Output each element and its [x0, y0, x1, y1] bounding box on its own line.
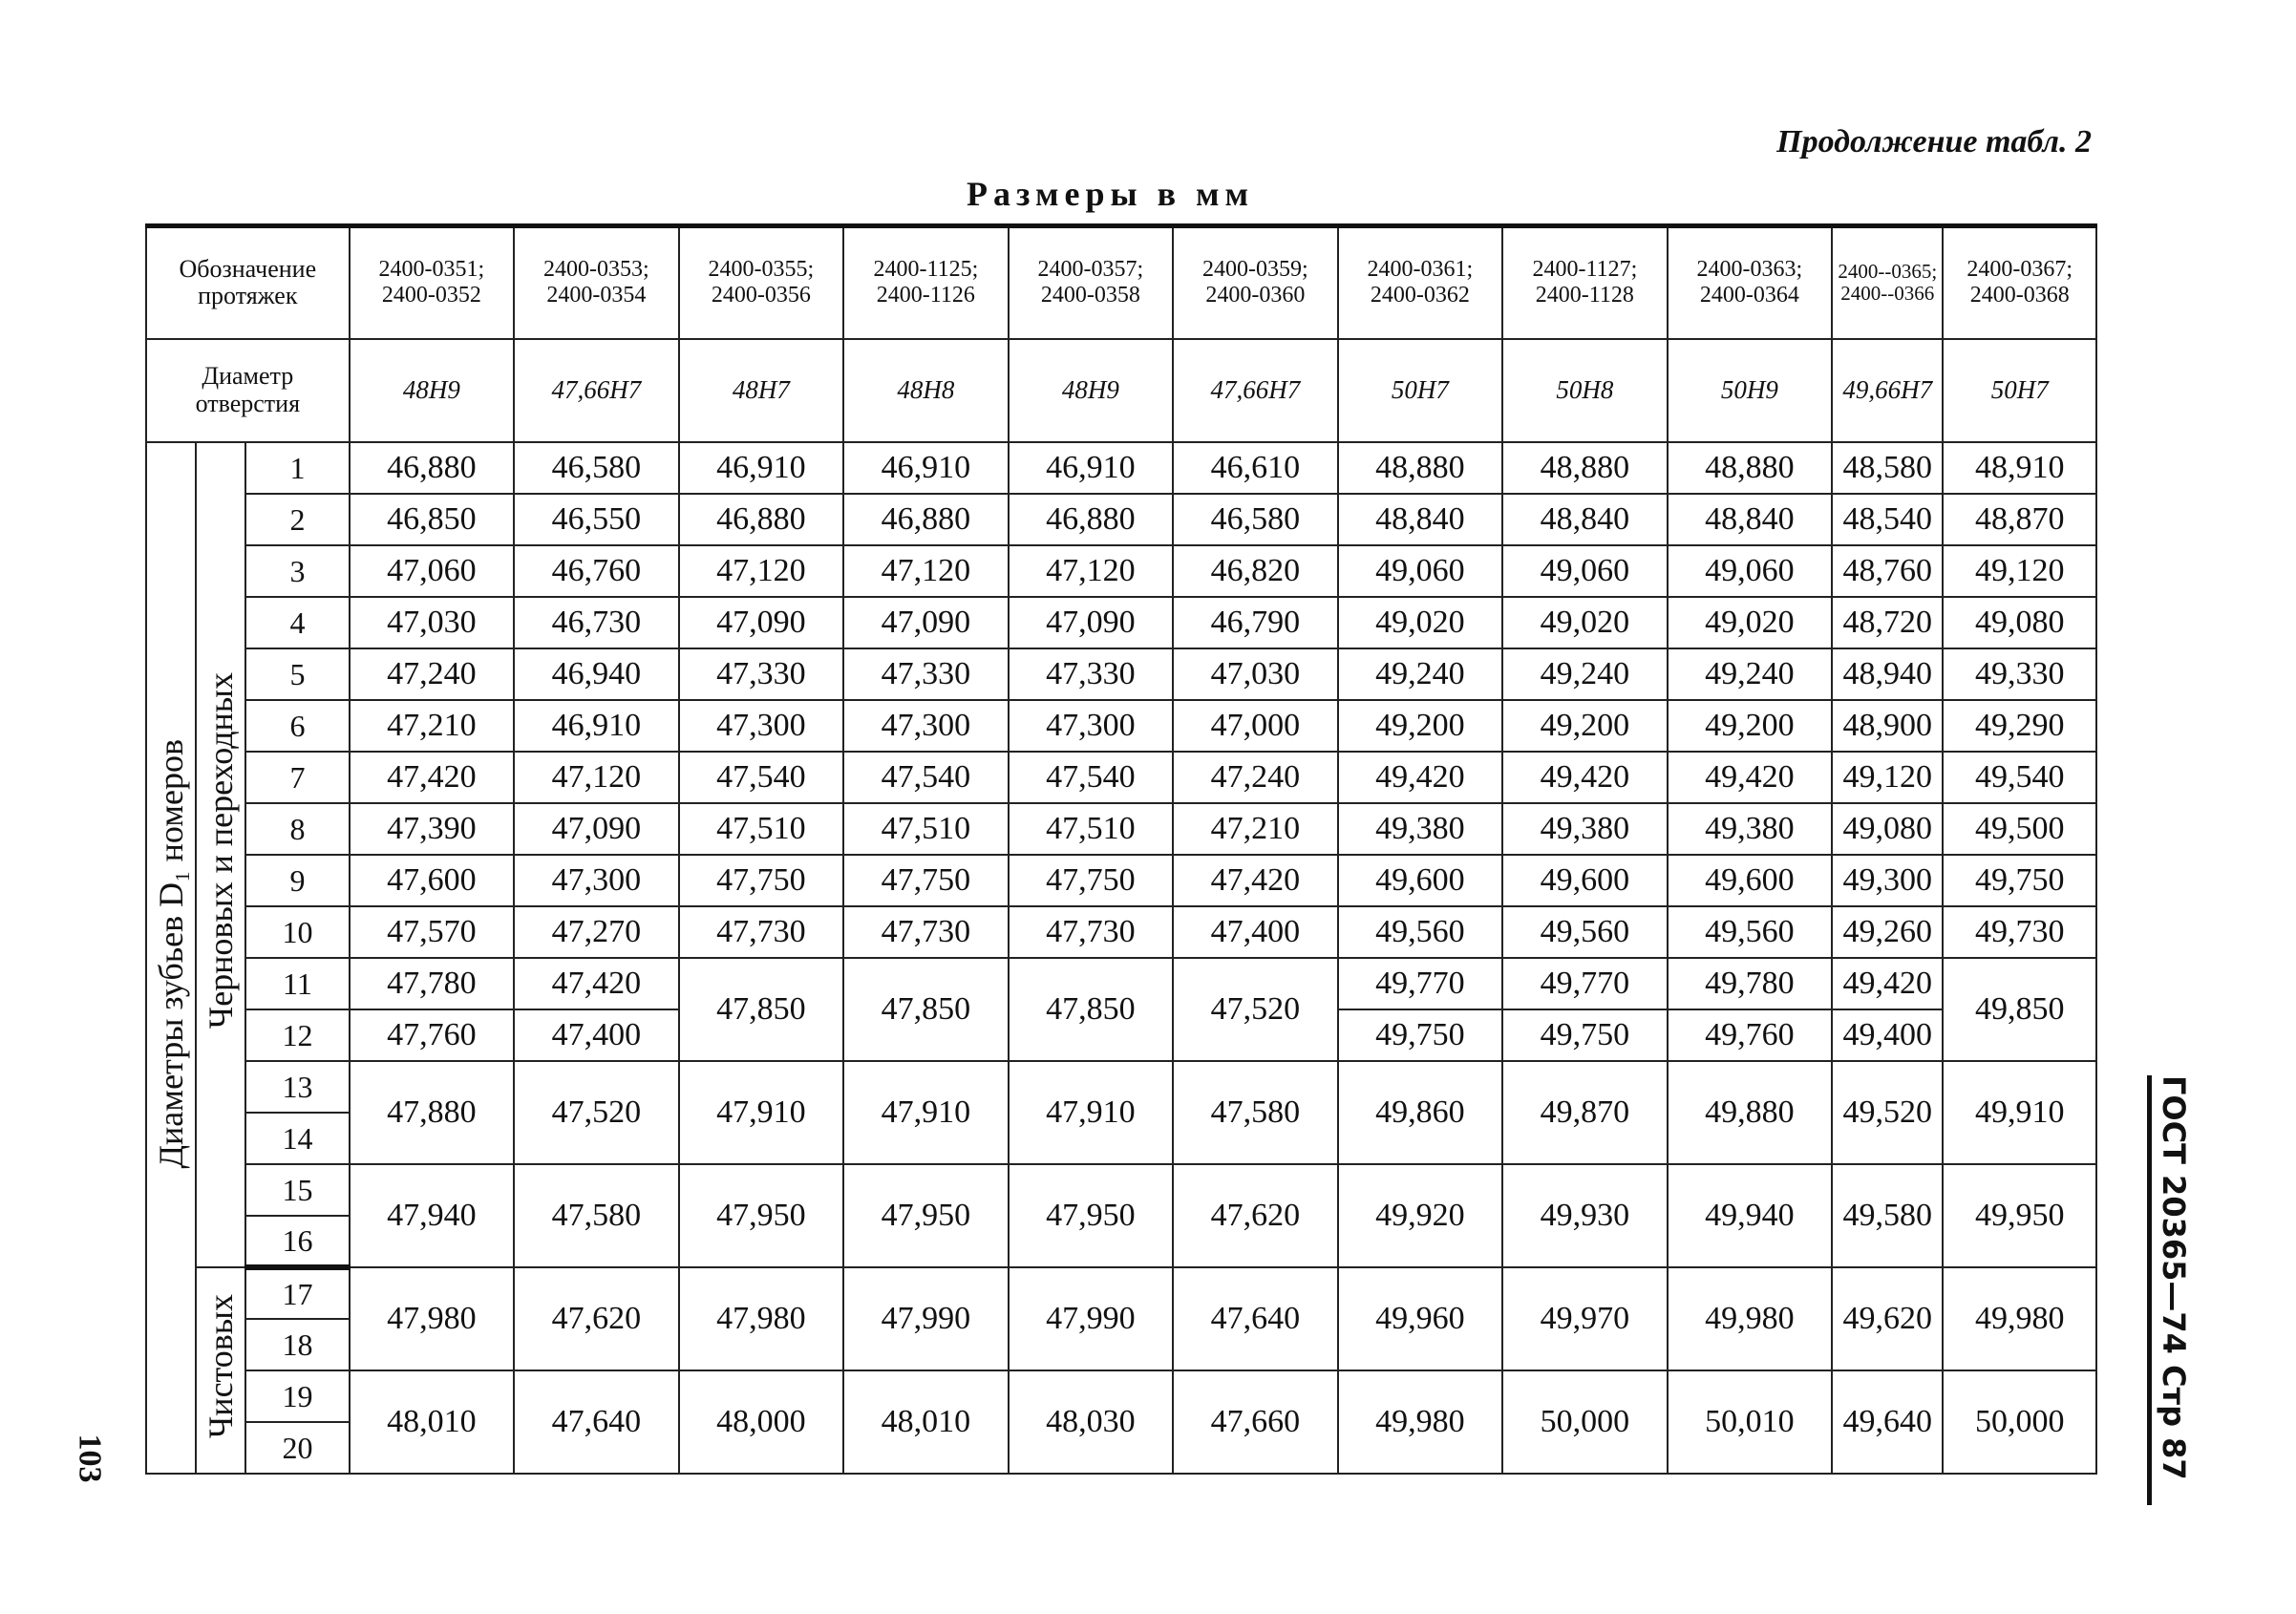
value-cell: 49,620 [1832, 1267, 1943, 1370]
code-cell: 2400-1125; 2400-1126 [843, 226, 1009, 339]
value-cell: 47,090 [679, 597, 844, 648]
value-cell: 48,880 [1338, 442, 1503, 494]
value-cell: 49,940 [1668, 1164, 1833, 1267]
value-cell: 46,850 [350, 494, 515, 545]
value-cell: 47,510 [1009, 803, 1174, 855]
tooth-number: 6 [245, 700, 349, 752]
value-cell: 49,930 [1502, 1164, 1668, 1267]
value-cell: 50,000 [1943, 1370, 2096, 1474]
value-cell: 46,880 [1009, 494, 1174, 545]
value-cell: 49,920 [1338, 1164, 1503, 1267]
value-cell: 47,120 [514, 752, 679, 803]
value-cell: 47,730 [1009, 906, 1174, 958]
value-cell: 49,240 [1338, 648, 1503, 700]
value-cell: 49,330 [1943, 648, 2096, 700]
tooth-number: 14 [245, 1113, 349, 1164]
tooth-number: 16 [245, 1216, 349, 1267]
value-cell: 47,520 [1173, 958, 1338, 1061]
teeth-diameters-label [146, 442, 196, 1474]
header-row [146, 226, 2096, 339]
value-cell: 49,860 [1338, 1061, 1503, 1164]
table-row [146, 906, 2096, 958]
value-cell: 49,780 [1668, 958, 1833, 1009]
value-cell: 48,030 [1009, 1370, 1174, 1474]
value-cell: 46,910 [1009, 442, 1174, 494]
value-cell: 47,510 [679, 803, 844, 855]
value-cell: 49,420 [1338, 752, 1503, 803]
tooth-number: 7 [245, 752, 349, 803]
value-cell: 49,750 [1943, 855, 2096, 906]
value-cell: 49,380 [1668, 803, 1833, 855]
value-cell: 47,400 [514, 1009, 679, 1061]
value-cell: 49,850 [1943, 958, 2096, 1061]
code-cell: 2400-0367; 2400-0368 [1943, 226, 2096, 339]
value-cell: 49,020 [1668, 597, 1833, 648]
value-cell: 48,000 [679, 1370, 844, 1474]
value-cell: 47,880 [350, 1061, 515, 1164]
value-cell: 49,880 [1668, 1061, 1833, 1164]
table-row [146, 752, 2096, 803]
value-cell: 49,520 [1832, 1061, 1943, 1164]
tooth-number: 19 [245, 1370, 349, 1422]
table-row [146, 648, 2096, 700]
value-cell: 47,850 [843, 958, 1009, 1061]
value-cell: 46,790 [1173, 597, 1338, 648]
diameter-cell: 50H8 [1502, 339, 1668, 442]
tooth-number: 10 [245, 906, 349, 958]
value-cell: 49,580 [1832, 1164, 1943, 1267]
value-cell: 49,760 [1668, 1009, 1833, 1061]
value-cell: 47,730 [679, 906, 844, 958]
value-cell: 47,660 [1173, 1370, 1338, 1474]
value-cell: 48,540 [1832, 494, 1943, 545]
value-cell: 49,600 [1668, 855, 1833, 906]
table-row [146, 1061, 2096, 1113]
finish-teeth-label [196, 1267, 245, 1474]
value-cell: 49,560 [1668, 906, 1833, 958]
rough-teeth-label [196, 442, 245, 1267]
value-cell: 46,910 [514, 700, 679, 752]
value-cell: 49,200 [1502, 700, 1668, 752]
value-cell: 49,500 [1943, 803, 2096, 855]
finish-teeth-label-text: Чистовых [202, 1294, 241, 1439]
value-cell: 49,420 [1502, 752, 1668, 803]
value-cell: 47,090 [843, 597, 1009, 648]
value-cell: 47,330 [843, 648, 1009, 700]
code-cell: 2400-0357; 2400-0358 [1009, 226, 1174, 339]
code-cell: 2400-0355; 2400-0356 [679, 226, 844, 339]
table-row [146, 597, 2096, 648]
value-cell: 49,770 [1502, 958, 1668, 1009]
value-cell: 49,980 [1943, 1267, 2096, 1370]
value-cell: 49,300 [1832, 855, 1943, 906]
value-cell: 46,760 [514, 545, 679, 597]
value-cell: 47,540 [679, 752, 844, 803]
value-cell: 47,300 [514, 855, 679, 906]
tooth-number: 18 [245, 1319, 349, 1370]
value-cell: 46,550 [514, 494, 679, 545]
value-cell: 49,420 [1668, 752, 1833, 803]
value-cell: 46,940 [514, 648, 679, 700]
table-row [146, 700, 2096, 752]
value-cell: 47,240 [350, 648, 515, 700]
tooth-number: 15 [245, 1164, 349, 1216]
value-cell: 49,750 [1502, 1009, 1668, 1061]
tooth-number: 11 [245, 958, 349, 1009]
diameter-cell: 47,66H7 [1173, 339, 1338, 442]
page-number: 103 [72, 1433, 108, 1483]
tooth-number: 12 [245, 1009, 349, 1061]
header-label: Обозначение протяжек [146, 226, 350, 339]
value-cell: 49,080 [1943, 597, 2096, 648]
code-cell: 2400-0363; 2400-0364 [1668, 226, 1833, 339]
value-cell: 48,840 [1502, 494, 1668, 545]
value-cell: 47,730 [843, 906, 1009, 958]
diameter-cell: 50H9 [1668, 339, 1833, 442]
value-cell: 49,020 [1338, 597, 1503, 648]
value-cell: 46,910 [679, 442, 844, 494]
value-cell: 47,300 [1009, 700, 1174, 752]
value-cell: 46,880 [843, 494, 1009, 545]
value-cell: 49,120 [1943, 545, 2096, 597]
value-cell: 49,380 [1338, 803, 1503, 855]
tooth-number: 1 [245, 442, 349, 494]
value-cell: 49,080 [1832, 803, 1943, 855]
value-cell: 47,850 [679, 958, 844, 1061]
value-cell: 47,420 [514, 958, 679, 1009]
value-cell: 49,060 [1502, 545, 1668, 597]
value-cell: 47,060 [350, 545, 515, 597]
continuation-caption: Продолжение табл. 2 [1776, 124, 2092, 159]
value-cell: 47,090 [514, 803, 679, 855]
diameter-cell: 50H7 [1338, 339, 1503, 442]
value-cell: 47,570 [350, 906, 515, 958]
dimensions-table [145, 223, 2097, 1475]
value-cell: 47,750 [843, 855, 1009, 906]
value-cell: 48,940 [1832, 648, 1943, 700]
value-cell: 49,980 [1338, 1370, 1503, 1474]
value-cell: 47,420 [1173, 855, 1338, 906]
value-cell: 48,580 [1832, 442, 1943, 494]
code-cell: 2400-0361; 2400-0362 [1338, 226, 1503, 339]
value-cell: 47,750 [679, 855, 844, 906]
diameter-cell: 49,66H7 [1832, 339, 1943, 442]
value-cell: 48,010 [350, 1370, 515, 1474]
value-cell: 47,520 [514, 1061, 679, 1164]
value-cell: 49,380 [1502, 803, 1668, 855]
value-cell: 48,900 [1832, 700, 1943, 752]
tooth-number: 3 [245, 545, 349, 597]
value-cell: 47,400 [1173, 906, 1338, 958]
gost-reference-text: ГОСТ 20365—74 Стр 87 [2156, 1075, 2192, 1480]
value-cell: 47,950 [1009, 1164, 1174, 1267]
tooth-number: 13 [245, 1061, 349, 1113]
table-row [146, 1267, 2096, 1319]
value-cell: 47,750 [1009, 855, 1174, 906]
value-cell: 48,840 [1668, 494, 1833, 545]
value-cell: 46,880 [679, 494, 844, 545]
diameter-cell: 48H9 [350, 339, 515, 442]
gost-reference [2147, 1075, 2194, 1505]
value-cell: 47,600 [350, 855, 515, 906]
value-cell: 46,880 [350, 442, 515, 494]
value-cell: 49,910 [1943, 1061, 2096, 1164]
diameter-cell: 48H7 [679, 339, 844, 442]
teeth-diameters-label-text: Диаметры зубьев D₁ номеров [152, 739, 191, 1169]
value-cell: 49,200 [1668, 700, 1833, 752]
value-cell: 47,210 [350, 700, 515, 752]
table-row [146, 855, 2096, 906]
value-cell: 49,600 [1338, 855, 1503, 906]
table-row [146, 1370, 2096, 1422]
value-cell: 47,640 [1173, 1267, 1338, 1370]
value-cell: 49,400 [1832, 1009, 1943, 1061]
value-cell: 47,940 [350, 1164, 515, 1267]
value-cell: 49,260 [1832, 906, 1943, 958]
value-cell: 49,980 [1668, 1267, 1833, 1370]
value-cell: 47,640 [514, 1370, 679, 1474]
value-cell: 50,000 [1502, 1370, 1668, 1474]
value-cell: 46,910 [843, 442, 1009, 494]
table-row [146, 442, 2096, 494]
value-cell: 47,330 [1009, 648, 1174, 700]
code-cell: 2400-0353; 2400-0354 [514, 226, 679, 339]
value-cell: 47,420 [350, 752, 515, 803]
code-cell: 2400-0351; 2400-0352 [350, 226, 515, 339]
table-row [146, 494, 2096, 545]
value-cell: 46,730 [514, 597, 679, 648]
value-cell: 47,000 [1173, 700, 1338, 752]
value-cell: 46,610 [1173, 442, 1338, 494]
value-cell: 49,770 [1338, 958, 1503, 1009]
value-cell: 47,090 [1009, 597, 1174, 648]
table-row [146, 545, 2096, 597]
value-cell: 49,420 [1832, 958, 1943, 1009]
value-cell: 49,750 [1338, 1009, 1503, 1061]
code-cell: 2400-1127; 2400-1128 [1502, 226, 1668, 339]
value-cell: 49,970 [1502, 1267, 1668, 1370]
value-cell: 49,240 [1668, 648, 1833, 700]
value-cell: 49,870 [1502, 1061, 1668, 1164]
value-cell: 48,880 [1502, 442, 1668, 494]
value-cell: 47,990 [843, 1267, 1009, 1370]
value-cell: 47,540 [843, 752, 1009, 803]
value-cell: 46,820 [1173, 545, 1338, 597]
value-cell: 47,540 [1009, 752, 1174, 803]
value-cell: 47,780 [350, 958, 515, 1009]
value-cell: 49,120 [1832, 752, 1943, 803]
value-cell: 47,910 [679, 1061, 844, 1164]
diameter-row [146, 339, 2096, 442]
value-cell: 47,240 [1173, 752, 1338, 803]
value-cell: 48,880 [1668, 442, 1833, 494]
value-cell: 47,950 [843, 1164, 1009, 1267]
table-row [146, 1164, 2096, 1216]
rough-teeth-label-text: Черновых и переходных [202, 672, 241, 1030]
units-caption: Размеры в мм [967, 175, 1255, 213]
tooth-number: 2 [245, 494, 349, 545]
value-cell: 49,540 [1943, 752, 2096, 803]
tooth-number: 5 [245, 648, 349, 700]
diameter-cell: 48H9 [1009, 339, 1174, 442]
value-cell: 49,560 [1338, 906, 1503, 958]
value-cell: 47,910 [843, 1061, 1009, 1164]
value-cell: 49,560 [1502, 906, 1668, 958]
value-cell: 48,910 [1943, 442, 2096, 494]
value-cell: 47,510 [843, 803, 1009, 855]
value-cell: 49,240 [1502, 648, 1668, 700]
value-cell: 47,390 [350, 803, 515, 855]
value-cell: 47,300 [843, 700, 1009, 752]
value-cell: 47,120 [679, 545, 844, 597]
value-cell: 46,580 [514, 442, 679, 494]
table-row [146, 803, 2096, 855]
value-cell: 47,910 [1009, 1061, 1174, 1164]
value-cell: 49,600 [1502, 855, 1668, 906]
tooth-number: 8 [245, 803, 349, 855]
value-cell: 47,120 [1009, 545, 1174, 597]
value-cell: 47,950 [679, 1164, 844, 1267]
value-cell: 47,330 [679, 648, 844, 700]
value-cell: 48,870 [1943, 494, 2096, 545]
value-cell: 49,290 [1943, 700, 2096, 752]
value-cell: 47,850 [1009, 958, 1174, 1061]
tooth-number: 20 [245, 1422, 349, 1474]
value-cell: 47,030 [350, 597, 515, 648]
value-cell: 47,580 [514, 1164, 679, 1267]
tooth-number: 4 [245, 597, 349, 648]
value-cell: 49,960 [1338, 1267, 1503, 1370]
value-cell: 47,580 [1173, 1061, 1338, 1164]
diameter-label: Диаметр отверстия [146, 339, 350, 442]
value-cell: 47,030 [1173, 648, 1338, 700]
value-cell: 50,010 [1668, 1370, 1833, 1474]
value-cell: 47,300 [679, 700, 844, 752]
value-cell: 47,620 [1173, 1164, 1338, 1267]
value-cell: 46,580 [1173, 494, 1338, 545]
value-cell: 49,640 [1832, 1370, 1943, 1474]
value-cell: 49,950 [1943, 1164, 2096, 1267]
value-cell: 48,840 [1338, 494, 1503, 545]
value-cell: 47,210 [1173, 803, 1338, 855]
value-cell: 49,060 [1668, 545, 1833, 597]
diameter-cell: 48H8 [843, 339, 1009, 442]
code-cell: 2400--0365; 2400--0366 [1832, 226, 1943, 339]
value-cell: 49,730 [1943, 906, 2096, 958]
value-cell: 49,200 [1338, 700, 1503, 752]
value-cell: 47,270 [514, 906, 679, 958]
code-cell: 2400-0359; 2400-0360 [1173, 226, 1338, 339]
value-cell: 47,120 [843, 545, 1009, 597]
value-cell: 47,980 [679, 1267, 844, 1370]
value-cell: 47,990 [1009, 1267, 1174, 1370]
tooth-number: 17 [245, 1267, 349, 1319]
value-cell: 48,010 [843, 1370, 1009, 1474]
value-cell: 47,980 [350, 1267, 515, 1370]
value-cell: 49,020 [1502, 597, 1668, 648]
tooth-number: 9 [245, 855, 349, 906]
value-cell: 47,760 [350, 1009, 515, 1061]
value-cell: 47,620 [514, 1267, 679, 1370]
value-cell: 48,760 [1832, 545, 1943, 597]
table-row [146, 958, 2096, 1009]
value-cell: 48,720 [1832, 597, 1943, 648]
value-cell: 49,060 [1338, 545, 1503, 597]
diameter-cell: 50H7 [1943, 339, 2096, 442]
diameter-cell: 47,66H7 [514, 339, 679, 442]
